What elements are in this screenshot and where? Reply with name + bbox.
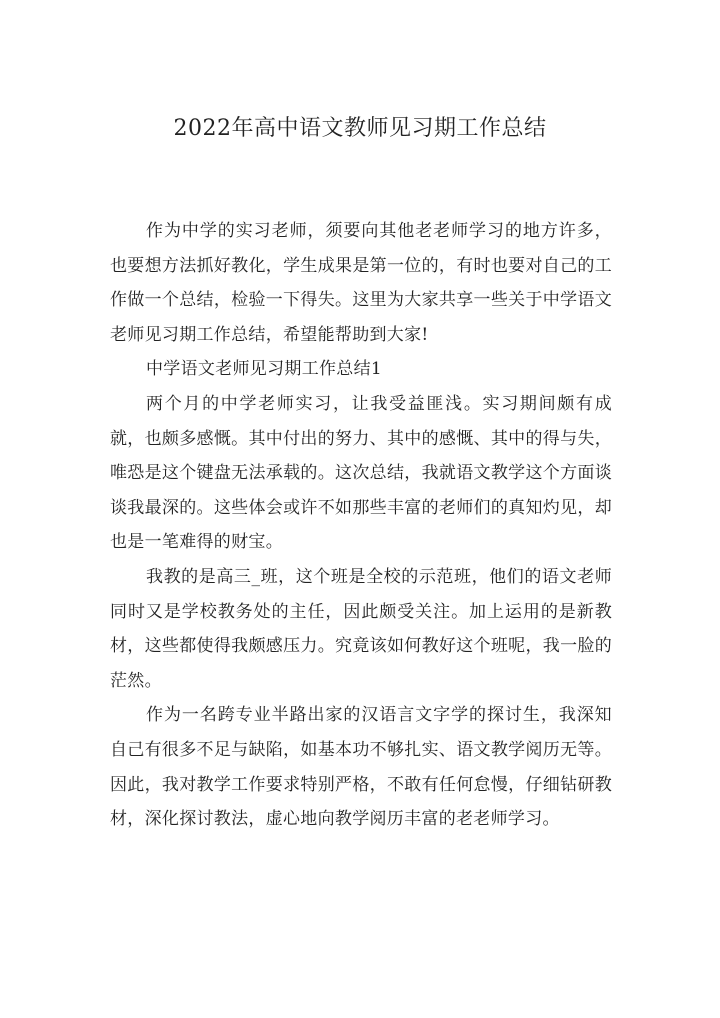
section-heading: 中学语文老师见习期工作总结1: [146, 359, 383, 380]
body-paragraph: 两个月的中学老师实习，让我受益匪浅。实习期间颇有成就，也颇多感慨。其中付出的努力、其中的感慨、其中的得与失，唯恐是这个键盘无法承载的。这次总结，我就语文教学这个方面谈谈我最深的。这些体会或许不如那些丰富的老师们的真知灼见，却也是一笔难得的财宝。: [110, 393, 612, 553]
document-title: 2022年高中语文教师见习期工作总结: [173, 116, 547, 141]
document-body: [110, 214, 612, 837]
body-paragraph: 我教的是高三_班，这个班是全校的示范班，他们的语文老师同时又是学校教务处的主任，因此颇受关注。加上运用的是新教材，这些都使得我颇感压力。究竟该如何教好这个班呢，我一脸的茫然。: [110, 566, 612, 691]
body-paragraph: 作为一名跨专业半路出家的汉语言文字学的探讨生，我深知自己有很多不足与缺陷，如基本功不够扎实、语文教学阅历无等。因此，我对教学工作要求特别严格，不敢有任何怠慢，仔细钻研教材，深化探讨教法，虚心地向教学阅历丰富的老老师学习。: [110, 705, 612, 830]
intro-paragraph: 作为中学的实习老师，须要向其他老老师学习的地方许多，也要想方法抓好教化，学生成果是第一位的，有时也要对自己的工作做一个总结，检验一下得失。这里为大家共享一些关于中学语文老师见习期工作总结，希望能帮助到大家!: [110, 221, 612, 345]
